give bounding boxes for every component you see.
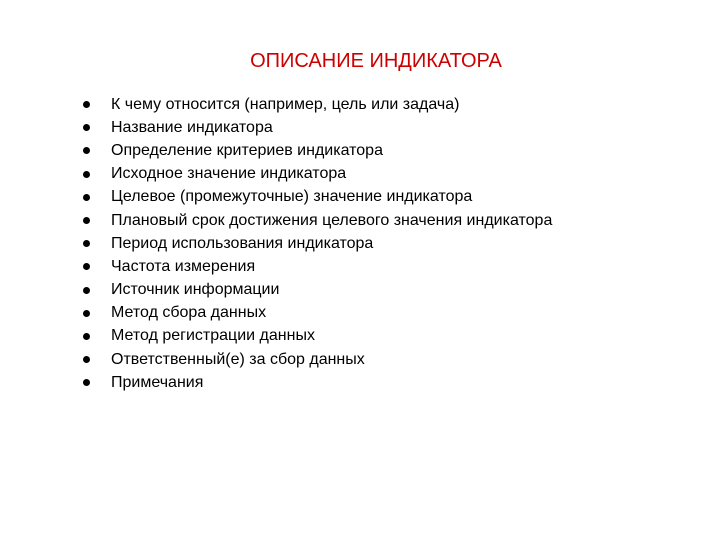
list-item [83,232,552,255]
list-item [83,163,552,186]
bullet-icon [83,194,90,201]
bullet-icon [83,171,90,178]
list-item [83,255,552,278]
bullet-icon [83,263,90,270]
list-item [83,116,552,139]
bullet-icon [83,240,90,247]
list-item-text: Источник информации [111,281,280,299]
bullet-icon [83,101,90,108]
list-item [83,279,552,302]
list-item-text: Название индикатора [111,118,273,136]
bullet-icon [83,356,90,363]
list-item-text: Целевое (промежуточные) значение индикатора [111,188,473,206]
list-item [83,186,552,209]
list-item [83,302,552,325]
list-item-text: Метод регистрации данных [111,327,315,345]
list-item [83,348,552,371]
list-item-text: Плановый срок достижения целевого значения индикатора [111,211,553,229]
bullet-icon [83,217,90,224]
list-item-text: Метод сбора данных [111,304,267,322]
list-item [83,209,552,232]
bullet-icon [83,147,90,154]
list-item [83,371,552,394]
list-item [83,139,552,162]
list-item-text: Примечания [111,373,204,391]
list-item [83,93,552,116]
bullet-icon [83,124,90,131]
bullet-icon [83,333,90,340]
list-item-text: Частота измерения [111,257,256,275]
bullet-icon [83,379,90,386]
bullet-icon [83,310,90,317]
bullet-icon [83,287,90,294]
list-item [83,325,552,348]
list-item-text: Определение критериев индикатора [111,141,383,159]
list-item-text: Ответственный(е) за сбор данных [111,350,365,368]
slide-title: ОПИСАНИЕ ИНДИКАТОРА [250,50,502,72]
list-item-text: К чему относится (например, цель или задача) [111,95,460,113]
bullet-list [83,93,552,394]
list-item-text: Период использования индикатора [111,234,374,252]
list-item-text: Исходное значение индикатора [111,165,347,183]
